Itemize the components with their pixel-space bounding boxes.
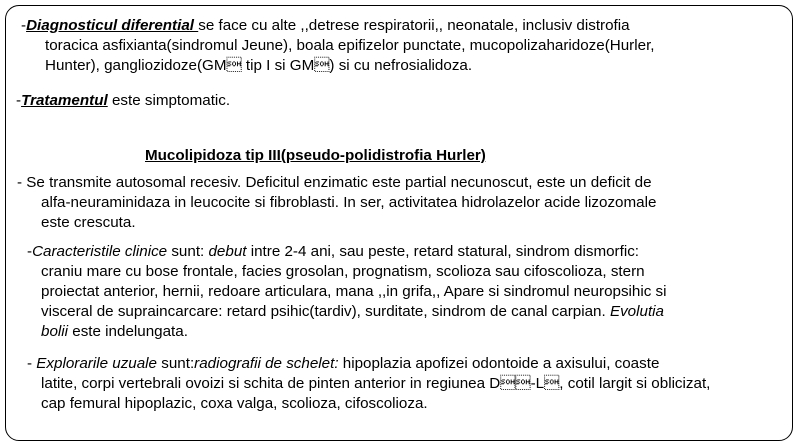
treatment-paragraph: -Tratamentul este simptomatic.	[16, 92, 231, 109]
explorations-line-2: latite, corpi vertebrali ovoizi si schita de pinten anterior in regiunea D-L, cotil largit si oblicizat,	[41, 375, 711, 392]
clinical-term: Caracteristile clinice	[32, 243, 168, 260]
explorations-term: Explorarile uzuale	[36, 355, 158, 372]
explorations-line-3: cap femural hipoplazic, coxa valga, scolioza, cifoscolioza.	[41, 395, 428, 412]
clinical-line-2: craniu mare cu bose frontale, facies grosolan, prognatism, scolioza sau cifoscolioza, stern	[41, 263, 645, 280]
transmission-line-3: este crescuta.	[41, 214, 136, 231]
transmission-paragraph	[17, 173, 656, 233]
explorations-paragraph: - Explorarile uzuale sunt:radiografii de schelet: hipoplazia apofizei odontoide a axisului, coaste latite, corpi vertebrali ovoizi si schita de pinten anterior in regiunea D-L, cotil largit si oblicizat, cap femural hipoplazic, coxa valga, scolioza, cifoscolioza.	[27, 355, 711, 412]
treatment-term: Tratamentul	[21, 92, 108, 109]
diagnostic-paragraph: -Diagnosticul diferential se face cu alte ,,detrese respiratorii,, neonatale, inclusiv distrofia toracica asfixianta(sindromul Jeune), boala epifizelor punctate, mucopolizaharidoze(Hurler, Hunter), gangliozidoze(GM tip I si GM) si cu nefrosialidoza.	[21, 17, 655, 74]
diagnostic-term: Diagnosticul diferential	[26, 17, 199, 34]
diagnostic-line-2: toracica asfixianta(sindromul Jeune), boala epifizelor punctate, mucopolizaharidoze(Hurler,	[45, 37, 655, 54]
diagnostic-line-3: Hunter), gangliozidoze(GM tip I si GM) si cu nefrosialidoza.	[45, 57, 473, 74]
transmission-line-2: alfa-neuraminidaza in leucocite si fibroblasti. In ser, activitatea hidrolazelor acide lizozomale	[41, 194, 657, 211]
section-title: Mucolipidoza tip III(pseudo-polidistrofia Hurler)	[145, 147, 486, 164]
clinical-paragraph: -Caracteristile clinice sunt: debut intre 2-4 ani, sau peste, retard statural, sindrom dismorfic: craniu mare cu bose frontale, facies grosolan, prognatism, scolioza sau cifoscolioza, stern proiectat anterior, hernii, redoare articulara, mana ,,in grifa,, Apare si sindromul neuropsihic si visceral de supraincarcare: retard psihic(tardiv), surditate, sindrom de canal carpian. Evolutia bolii este indelungata.	[27, 243, 667, 340]
clinical-line-3: proiectat anterior, hernii, redoare articulara, mana ,,in grifa,, Apare si sindromul neuropsihic si	[41, 283, 667, 300]
transmission-line-1: - Se transmite autosomal recesiv. Deficitul enzimatic este partial necunoscut, este un deficit de	[17, 174, 652, 191]
